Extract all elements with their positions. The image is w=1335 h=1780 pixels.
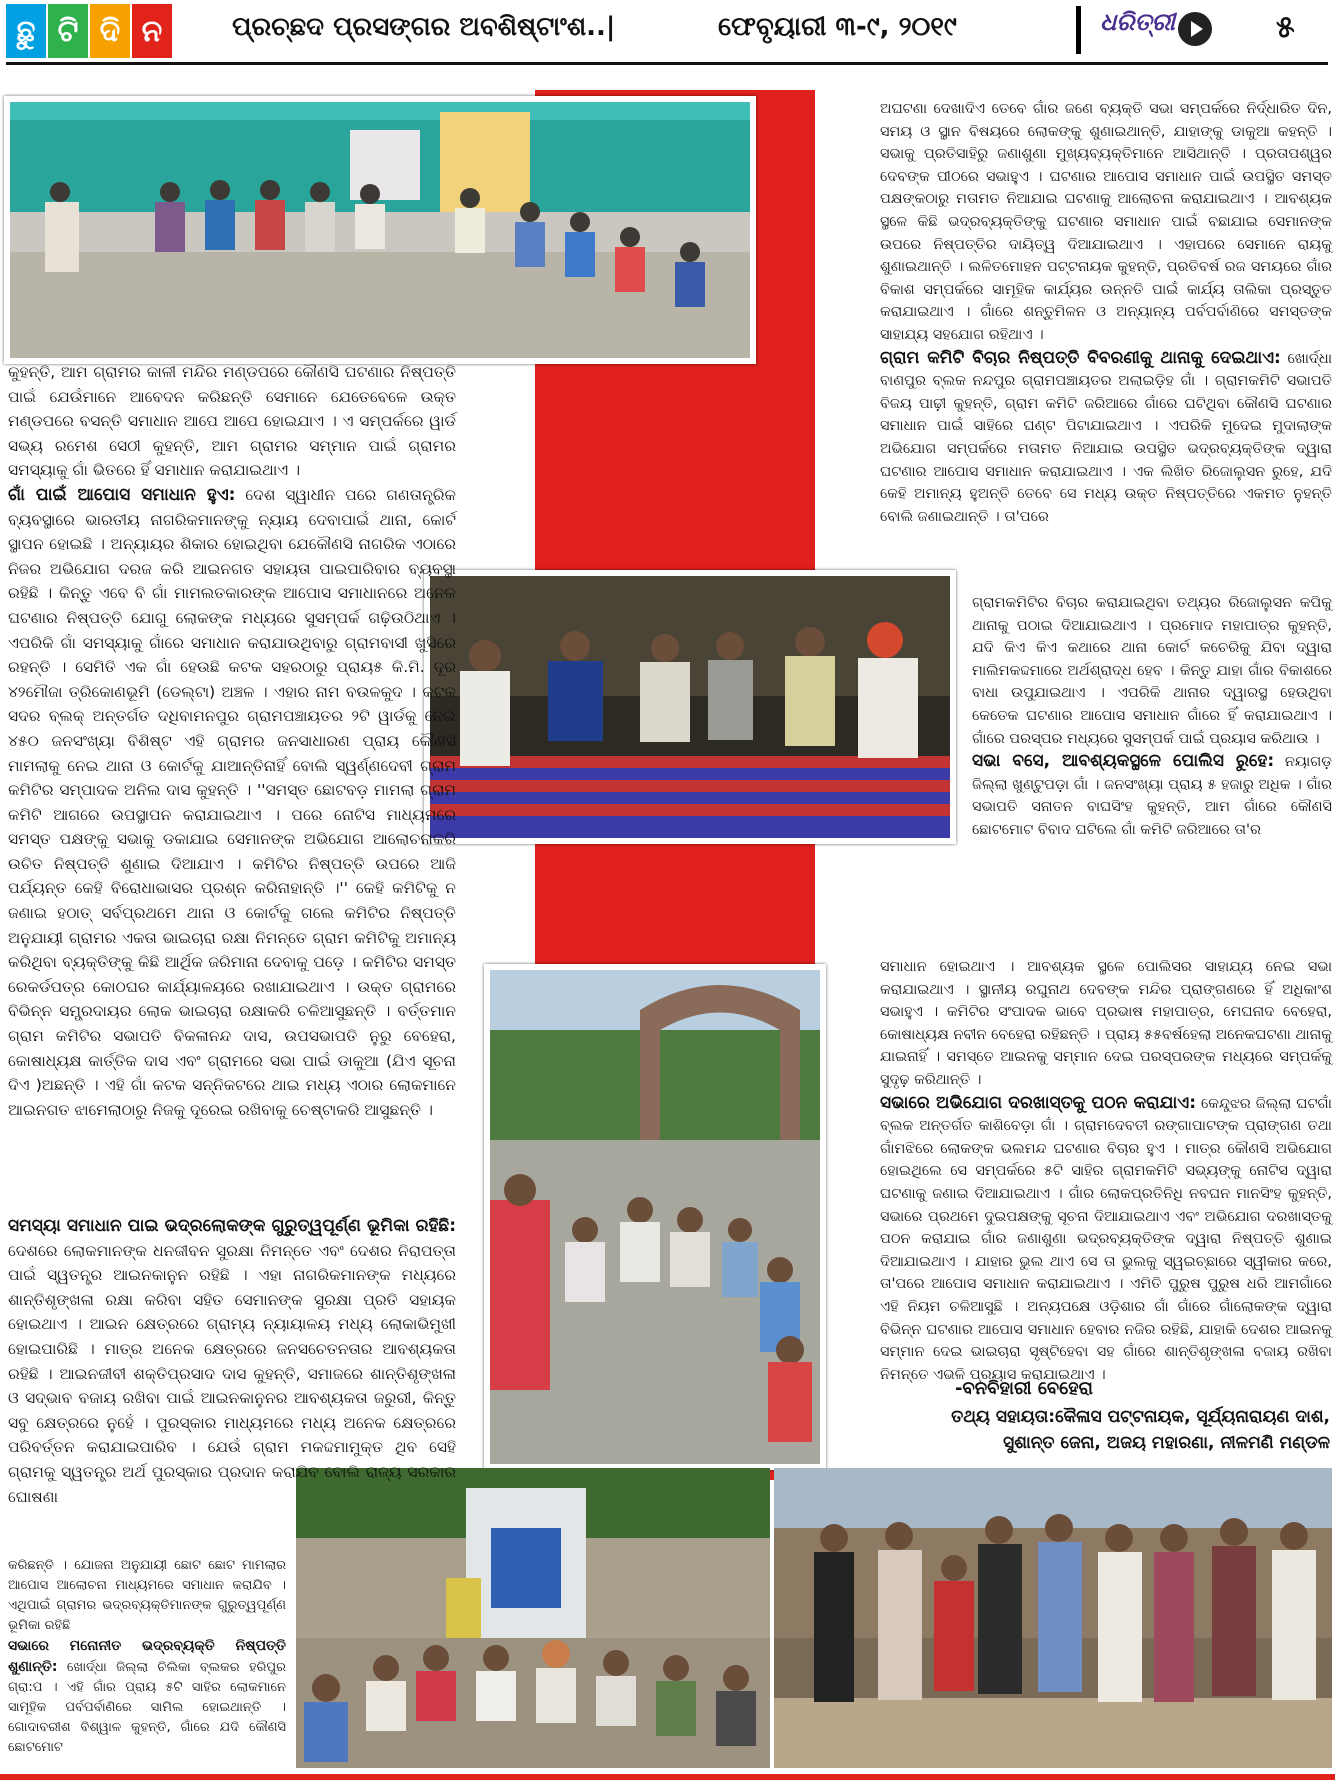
article-paragraph: କରିଛନ୍ତି । ଯୋଜନା ଅନୁଯାୟୀ ଛୋଟ ଛୋଟ ମାମଲାର ଆପୋସ ଆଲୋଚନା ମାଧ୍ୟମରେ ସମାଧାନ କରାଯିବ । ଏଥିପାଇଁ ଗ୍ରାମର ଭଦ୍ରବ୍ୟକ୍ତିମାନଙ୍କ ଗୁରୁତ୍ୱପୂର୍ଣ୍ଣ ଭୂମିକା ରହିଛି <box>8 1558 286 1633</box>
article-paragraph <box>8 483 456 1122</box>
subheading: ସଭାରେ ଅଭିଯୋଗ ଦରଖାସ୍ତକୁ ପଠନ କରାଯାଏ: <box>880 1092 1197 1113</box>
article-paragraph: କୁହନ୍ତି, ଆମ ଗ୍ରାମର କାଳୀ ମନ୍ଦିର ମଣ୍ଡପରେ କୌଣସି ଘଟଣାର ନିଷ୍ପତ୍ତି ପାଇଁ ଯେଉଁମାନେ ଆବେଦନ କରିଛନ୍ତି ସେମାନେ ଯେତେବେଳେ ଉକ୍ତ ମଣ୍ଡପରେ ବସନ୍ତି ସମାଧାନ ଆପେ ଆପେ ହୋଇଯାଏ । ଏ ସମ୍ପର୍କରେ ୱାର୍ଡ ସଭ୍ୟ ରମେଶ ସେଠୀ କୁହନ୍ତି, ଆମ ଗ୍ରାମର ସମ୍ମାନ ପାଇଁ ଗ୍ରାମର ସମସ୍ୟାକୁ ଗାଁ ଭିତରେ ହିଁ ସମାଧାନ କରାଯାଇଥାଏ । <box>8 363 456 480</box>
byline: -ବନବିହାରୀ ବେହେରା <box>955 1378 1093 1399</box>
article-paragraph <box>972 750 1332 841</box>
page-header <box>0 0 1335 64</box>
subheading: ସମସ୍ୟା ସମାଧାନ ପାଇ ଭଦ୍ରଲୋକଙ୍କ ଗୁରୁତ୍ୱପୂର୍ଣ୍ଣ ଭୂମିକା ରହିଛି: <box>8 1216 456 1236</box>
photo-village-meeting-circle <box>4 96 756 364</box>
brand-logo: ଧରିତ୍ରୀ <box>1100 8 1175 36</box>
article-paragraph <box>880 347 1332 529</box>
article-column-left-bottom <box>8 1556 286 1758</box>
logo-letter: ଛୁ <box>6 4 46 58</box>
paragraph-text: ଦେଶରେ ଲୋକମାନଙ୍କ ଧନଜୀବନ ସୁରକ୍ଷା ନିମନ୍ତେ ଏବଂ ଦେଶର ନିରାପତ୍ତା ପାଇଁ ସ୍ୱତନ୍ତ୍ର ଆଇନକାନୁନ ରହିଛି । ଏହା ନାଗରିକମାନଙ୍କ ମଧ୍ୟରେ ଶାନ୍ତିଶୃଙ୍ଖଳା ରକ୍ଷା କରିବା ସହିତ ସେମାନଙ୍କ ସୁରକ୍ଷା ପ୍ରତି ସହାୟକ ହୋଇଥାଏ । ଆଇନ କ୍ଷେତ୍ରରେ ଗ୍ରାମ୍ୟ ନ୍ୟାୟାଳୟ ମଧ୍ୟ ଲୋକାଭିମୁଖୀ ହୋଇପାରିଛି । ମାତ୍ର ଅନେକ କ୍ଷେତ୍ରରେ ଜନସଚେତନତାର ଆବଶ୍ୟକତା ରହିଛି । ଆଇନଜୀବୀ ଶକ୍ତିପ୍ରସାଦ ଦାସ କୁହନ୍ତି, ସମାଜରେ ଶାନ୍ତିଶୃଙ୍ଖଳା ଓ ସଦ୍ଭାବ ବଜାୟ ରଖିବା ପାଇଁ ଆଇନକାନୁନର ଆବଶ୍ୟକତା ଜରୁରୀ, କିନ୍ତୁ ସବୁ କ୍ଷେତ୍ରରେ ନୁହେଁ । ପୁରସ୍କାର ମାଧ୍ୟମରେ ମଧ୍ୟ ଅନେକ କ୍ଷେତ୍ରରେ ପରିବର୍ତ୍ତନ କରାଯାଇପାରିବ । ଯେଉଁ ଗ୍ରାମ ମକଦ୍ଦମାମୁକ୍ତ ଥିବ ସେହି ଗ୍ରାମକୁ ସ୍ୱତନ୍ତ୍ର ଅର୍ଥ ପୁରସ୍କାର ପ୍ରଦାନ କରାଯିବ ବୋଲି ରାଜ୍ୟ ସରକାର ଘୋଷଣା <box>8 1241 456 1506</box>
article-paragraph: ସମାଧାନ ହୋଇଥାଏ । ଆବଶ୍ୟକ ସ୍ଥଳେ ପୋଲିସର ସାହାଯ୍ୟ ନେଇ ସଭା କରାଯାଇଥାଏ । ସ୍ଥାନୀୟ ରଘୁନାଥ ଦେବଙ୍କ ମନ୍ଦିର ପ୍ରାଙ୍ଗଣରେ ହିଁ ଅଧିକାଂଶ ସଭାହୁଏ । କମିଟିର ସଂପାଦକ ଭାବେ ପ୍ରଭାଷ ମହାପାତ୍ର, ମେଘନାଦ ବେହେରା, କୋଷାଧ୍ୟକ୍ଷ ନବୀନ ବେହେରା ରହିଛନ୍ତି । ପ୍ରାୟ ୫୫ବର୍ଷହେଲା ଅନେକଘଟଣା ଥାନାକୁ ଯାଇନାହିଁ । ସମସ୍ତେ ଆଇନକୁ ସମ୍ମାନ ଦେଇ ପରସ୍ପରଙ୍କ ମଧ୍ୟରେ ସମ୍ପର୍କକୁ ସୁଦୃଢ଼ କରିଥାନ୍ତି । <box>880 959 1332 1088</box>
subheading: ସଭା ବସେ, ଆବଶ୍ୟକସ୍ଥଳେ ପୋଲିସ ରୁହେ: <box>972 751 1275 772</box>
article-column-left-upper <box>8 360 456 1122</box>
subheading: ଗାଁ ପାଇଁ ଆପୋସ ସମାଧାନ ହୁଏ: <box>8 484 236 505</box>
article-paragraph <box>8 1636 286 1758</box>
article-column-right-upper <box>880 98 1332 528</box>
logo-letter: ଦି <box>90 4 130 58</box>
paragraph-text: କେନ୍ଦୁଝର ଜିଲ୍ଲା ଘଟଗାଁ ବ୍ଲକ ଅନ୍ତର୍ଗତ କାଶିବେଡ଼ା ଗାଁ । ଗ୍ରାମଦେବତୀ ରଙ୍ଗାପାଟଙ୍କ ପ୍ରାଙ୍ଗଣ ତଥା ଗାଁମଝିରେ ଲୋକଙ୍କ ଭଲମନ୍ଦ ଘଟଣାର ବିଚାର ହୁଏ । ମାତ୍ର କୌଣସି ଅଭିଯୋଗ ହୋଇଥିଲେ ସେ ସମ୍ପର୍କରେ ୫ଟି ସାହିର ଗ୍ରାମକମିଟି ସଭ୍ୟଙ୍କୁ ନୋଟିସ ଦ୍ୱାରା ଘଟଣାକୁ ଜଣାଇ ଦିଆଯାଇଥାଏ । ଗାଁର ଲୋକପ୍ରତିନିଧି ନବଘନ ମାନସିଂହ କୁହନ୍ତି, ସଭାରେ ପ୍ରଥମେ ଦୁଇପକ୍ଷଙ୍କୁ ସୂଚନା ଦିଆଯାଇଥାଏ ଏବଂ ଅଭିଯୋଗ ଦରଖାସ୍ତକୁ ପଠନ କରାଯାଇ ଗାଁର ଜଣାଶୁଣା ଭଦ୍ରବ୍ୟକ୍ତିଙ୍କ ଦ୍ୱାରା ନିଷ୍ପତ୍ତି ଶୁଣାଇ ଦିଆଯାଇଥାଏ । ଯାହାର ଭୁଲ ଥାଏ ସେ ତା ଭୁଲକୁ ସ୍ୱଇଚ୍ଛାରେ ସ୍ୱୀକାର କରେ, ତା'ପରେ ଆପୋସ ସମାଧାନ କରାଯାଇଥାଏ । ଏମିତି ପୁରୁଷ ପୁରୁଷ ଧରି ଆମଗାଁରେ ଏହି ନିୟମ ଚଳିଆସୁଛି । ଅନ୍ୟପକ୍ଷେ ଓଡ଼ିଶାର ଗାଁ ଗାଁରେ ଗାଁଲୋକଙ୍କ ଦ୍ୱାରା ବିଭିନ୍ନ ଘଟଣାର ଆପୋସ ସମାଧାନ ହେବାର ନଜିର ରହିଛି, ଯାହାକି ଦେଶର ଆଇନକୁ ସମ୍ମାନ ଦେଇ ଭାଇଚାରା ସୃଷ୍ଟିହେବା ସହ ଗାଁରେ ଶାନ୍ତିଶୃଙ୍ଖଳା ବଜାୟ ରଖିବା ନିମନ୍ତେ ଏଭଳି ପ୍ରୟାସ କରାଯାଇଥାଏ । <box>880 1095 1332 1383</box>
section-logo <box>6 4 172 58</box>
header-rule <box>6 62 1328 65</box>
paragraph-text: ଖୋର୍ଦ୍ଧା ଜିଲ୍ଲା ଚିଲିକା ବ୍ଲକର ହରିପୁର ଗ୍ରା:ପ । ଏହି ଗାଁର ପ୍ରାୟ ୫ଟି ସାହିର ଲୋକମାନେ ସାମୂହିକ ପର୍ବପର୍ବାଣିରେ ସାମିଲ ହୋଇଥାନ୍ତି । ଗୋଦାବରୀଶ ବିଶ୍ୱାଳ କୁହନ୍ତି, ଗାଁରେ ଯଦି କୌଣସି ଛୋଟମୋଟ <box>8 1660 286 1755</box>
paragraph-text: ଦେଶ ସ୍ୱାଧୀନ ପରେ ଗଣତାନ୍ତ୍ରିକ ବ୍ୟବସ୍ଥାରେ ଭାରତୀୟ ନାଗରିକମାନଙ୍କୁ ନ୍ୟାୟ ଦେବାପାଇଁ ଥାନା, କୋର୍ଟ ସ୍ଥାପନ ହୋଇଛି । ଅନ୍ୟାୟର ଶିକାର ହୋଇଥିବା ଯେକୌଣସି ନାଗରିକ ଏଠାରେ ନିଜର ଅଭିଯୋଗ ଦରଜ କରି ଆଇନଗତ ସହାୟତା ପାଇପାରିବାର ବ୍ୟବସ୍ଥା ରହିଛି । କିନ୍ତୁ ଏବେ ବି ଗାଁ ମାମଲତକାରଙ୍କ ଆପୋସ ସମାଧାନରେ ଅନେକ ଘଟଣାର ନିଷ୍ପତ୍ତି ଯୋଗୁ ଲୋକଙ୍କ ମଧ୍ୟରେ ସୁସମ୍ପର୍କ ଗଢ଼ିଉଠିଥାଏ । ଏପରିକି ଗାଁ ସମସ୍ୟାକୁ ଗାଁରେ ସମାଧାନ କରାଯାଉଥିବାରୁ ଗ୍ରାମବାସୀ ଖୁସିରେ ରହନ୍ତି । ସେମିତି ଏକ ଗାଁ ହେଉଛି କଟକ ସହରଠାରୁ ପ୍ରାୟ୫ କି.ମି. ଦୂର ୪୨ମୌଜା ତ୍ରିକୋଣଭୂମି (ଡେଲ୍ଟା) ଅଞ୍ଚଳ । ଏହାର ନାମ ବଉଳକୁଦ । କଟକ ସଦର ବ୍ଲକ୍ ଅନ୍ତର୍ଗତ ଦଧିବାମନପୁର ଗ୍ରାମପଞ୍ଚାୟତର ୨ଟି ୱାର୍ଡକୁ ନେଇ ୪୫୦ ଜନସଂଖ୍ୟା ବିଶିଷ୍ଟ ଏହି ଗ୍ରାମର ଜନସାଧାରଣ ପ୍ରାୟ କୌଣସି ମାମଲାକୁ ନେଇ ଥାନା ଓ କୋର୍ଟକୁ ଯାଆନ୍ତିନାହିଁ ବୋଲି ସ୍ୱର୍ଣ୍ଣଦେବୀ ଗ୍ରାମ କମିଟିର ସମ୍ପାଦକ ଅନିଲ ଦାସ କୁହନ୍ତି । ''ସମସ୍ତ ଛୋଟବଡ଼ ମାମଲା ଗ୍ରାମ କମିଟି ଆଗରେ ଉପସ୍ଥାପନ କରାଯାଇଥାଏ । ପରେ ନୋଟିସ ମାଧ୍ୟମରେ ସମସ୍ତ ପକ୍ଷଙ୍କୁ ସଭାକୁ ଡକାଯାଇ ସେମାନଙ୍କ ଅଭିଯୋଗ ଆଲୋଚନାକରି ଉଚିତ ନିଷ୍ପତ୍ତି ଶୁଣାଇ ଦିଆଯାଏ । କମିଟିର ନିଷ୍ପତ୍ତି ଉପରେ ଆଜି ପର୍ଯ୍ୟନ୍ତ କେହି ବିରୋଧାଭାସର ପ୍ରଶ୍ନ କରିନାହାନ୍ତି ।'' କେହି କମିଟିକୁ ନ ଜଣାଇ ହଠାତ୍ ସର୍ବପ୍ରଥମେ ଥାନା ଓ କୋର୍ଟକୁ ଗଲେ କମିଟିର ନିଷ୍ପତ୍ତି ଅନୁଯାୟୀ ଗ୍ରାମର ଏକତା ଭାଇଚାରା ରକ୍ଷା ନିମନ୍ତେ ଗ୍ରାମ କମିଟିକୁ ଅମାନ୍ୟ କରିଥିବା ବ୍ୟକ୍ତିଙ୍କୁ କିଛି ଆର୍ଥିକ ଜରିମାନା ଦେବାକୁ ପଡ଼େ । କମିଟିର ସମସ୍ତ ରେକର୍ଡପତ୍ର କୋଠଘର କାର୍ଯ୍ୟାଳୟରେ ରଖାଯାଇଥାଏ । ଉକ୍ତ ଗ୍ରାମରେ ବିଭିନ୍ନ ସମ୍ପ୍ରଦାୟର ଲୋକ ଭାଇଚାରା ରକ୍ଷାକରି ଚଳିଆସୁଛନ୍ତି । ବର୍ତ୍ତମାନ ଗ୍ରାମ କମିଟିର ସଭାପତି ବିକଳାନନ୍ଦ ଦାସ, ଉପସଭାପତି ନୁରୁ ବେହେରା, କୋଷାଧ୍ୟକ୍ଷ କାର୍ତ୍ତିକ ଦାସ ଏବଂ ଗ୍ରାମରେ ସଭା ପାଇଁ ଡାକୁଆ (ଯିଏ ସୂଚନା ଦିଏ )ଅଛନ୍ତି । ଏହି ଗାଁ କଟକ ସନ୍ନିକଟରେ ଥାଇ ମଧ୍ୟ ଏଠାର ଲୋକମାନେ ଆଇନଗତ ଝାମେଲାଠାରୁ ନିଜକୁ ଦୂରେଇ ରଖିବାକୁ ଚେଷ୍ଟାକରି ଆସୁଛନ୍ତି । <box>8 485 456 1119</box>
article-column-right-middle <box>972 592 1332 842</box>
logo-letter: ଟି <box>48 4 88 58</box>
header-divider <box>1076 6 1081 54</box>
photo-night-meeting <box>424 570 956 844</box>
article-paragraph: ଗ୍ରାମକମିଟିର ବିଚାର କରାଯାଇଥିବା ତଥ୍ୟର ରିଜୋଲୁସନ କପିକୁ ଥାନାକୁ ପଠାଇ ଦିଆଯାଇଥାଏ । ପ୍ରମୋଦ ମହାପାତ୍ର କୁହନ୍ତି, ଯଦି କିଏ କିଏ କଥାରେ ଥାନା କୋର୍ଟ କଚେରିକୁ ଯିବା ଦ୍ୱାରା ମାଲିମକଦ୍ଦମାରେ ଅର୍ଥଶ୍ରାଦ୍ଧ ହେବ । କିନ୍ତୁ ଯାହା ଗାଁର ବିକାଶରେ ବାଧା ଉପୁଯାଇଥାଏ । ଏପରିକି ଥାନାର ଦ୍ୱାରସ୍ଥ ହେଉଥିବା କେତେକ ଘଟଣାର ଆପୋସ ସମାଧାନ ଗାଁରେ ହିଁ କରାଯାଇଥାଏ । ଗାଁରେ ପରସ୍ପର ମଧ୍ୟରେ ସୁସମ୍ପର୍କ ପାଇଁ ପ୍ରୟାସ କରିଥାଉ । <box>972 595 1332 747</box>
subheading: ଗ୍ରାମ କମିଟି ବିଚାର ନିଷ୍ପତ୍ତି ବିବରଣୀକୁ ଥାନାକୁ ଦେଇଥାଏ: <box>880 347 1281 368</box>
paragraph-text: ଖୋର୍ଦ୍ଧା ବାଣପୁର ବ୍ଲକ ନନ୍ଦପୁର ଗ୍ରାମପଞ୍ଚାୟତର ଅଲାଇଡ଼ିହ ଗାଁ । ଗ୍ରାମକମିଟି ସଭାପତି ବିଜୟ ପାଢ଼ୀ କୁହନ୍ତି, ଗ୍ରାମ କମିଟି ଜରିଆରେ ଗାଁରେ ଘଟିଥିବା କୌଣସି ଘଟଣାର ସମାଧାନ ପାଇଁ ସାହିରେ ଘଣ୍ଟ ପିଟାଯାଇଥାଏ । ଏପରିକି ମୁଦେଇ ମୁଦାଲାଙ୍କ ଅଭିଯୋଗ ସମ୍ପର୍କରେ ମତାମତ ନିଆଯାଇ ଉପସ୍ଥିତ ଭଦ୍ରବ୍ୟକ୍ତିଙ୍କ ଦ୍ୱାରା ଘଟଣାର ଆପୋସ ସମାଧାନ କରାଯାଇଥାଏ । ଏକ ଲିଖିତ ରିଜୋଲୁସନ ରୁହେ, ଯଦି କେହି ଅମାନ୍ୟ ହୁଅନ୍ତି ତେବେ ସେ ମଧ୍ୟ ଉକ୍ତ ନିଷ୍ପତ୍ତିରେ ଏକମତ ନୁହନ୍ତି ବୋଲି ଜଣାଇଥାନ୍ତି । ତା'ପରେ <box>880 350 1333 525</box>
footer-rule <box>0 1774 1335 1780</box>
photo-shrine-group <box>296 1468 770 1768</box>
credits: ତଥ୍ୟ ସହାୟତା:କୈଳାସ ପଟ୍ଟନାୟକ, ସୂର୍ଯ୍ୟନାରାୟଣ ଦାଶ, ସୁଶାନ୍ତ ଜେନା, ଅଜୟ ମହାରଣା, ନୀଳମଣି ମଣ୍ଡଳ <box>951 1407 1330 1453</box>
subheading: ସଭାରେ ମନୋନୀତ ଭଦ୍ରବ୍ୟକ୍ତି ନିଷ୍ପତ୍ତି ଶୁଣାନ୍ତି: <box>8 1638 286 1675</box>
article-column-right-lower <box>880 956 1332 1386</box>
photo-arch-meeting <box>484 964 826 1470</box>
section-title: ପ୍ରଚ୍ଛଦ ପ୍ରସଙ୍ଗର ଅବଶିଷ୍ଟାଂଶ..| <box>232 12 616 42</box>
article-paragraph: ଅଘଟଣା ଦେଖାଦିଏ ତେବେ ଗାଁର ଜଣେ ବ୍ୟକ୍ତି ସଭା ସମ୍ପର୍କରେ ନିର୍ଦ୍ଧାରିତ ଦିନ, ସମୟ ଓ ସ୍ଥାନ ବିଷୟରେ ଲୋକଙ୍କୁ ଶୁଣାଇଥାନ୍ତି, ଯାହାଙ୍କୁ ଡାକୁଆ କହନ୍ତି । ସଭାକୁ ପ୍ରତିସାହିରୁ ଜଣାଶୁଣା ମୁଖ୍ୟବ୍ୟକ୍ତିମାନେ ଆସିଥାନ୍ତି । ପ୍ରତାପଶ୍ୱର ଦେବଙ୍କ ପୀଠରେ ସଭାହୁଏ । ଘଟଣାର ଆପୋସ ସମାଧାନ ପାଇଁ ଉପସ୍ଥିତ ସମସ୍ତ ପକ୍ଷଙ୍କଠାରୁ ମତାମତ ନିଆଯାଇ ଘଟଣାକୁ ଆଲୋଚନା କରାଯାଇଥାଏ । ଆବଶ୍ୟକ ସ୍ଥଳେ କିଛି ଭଦ୍ରବ୍ୟକ୍ତିଙ୍କୁ ଘଟଣାର ସମାଧାନ ପାଇଁ ବଛାଯାଇ ସେମାନଙ୍କ ଉପରେ ନିଷ୍ପତ୍ତିର ଦାୟିତ୍ୱ ଦିଆଯାଇଥାଏ । ଏହାପରେ ସେମାନେ ରାୟକୁ ଶୁଣାଇଥାନ୍ତି । ଲଳିତମୋହନ ପଟ୍ଟନାୟକ କୁହନ୍ତି, ପ୍ରତିବର୍ଷ ରଜ ସମୟରେ ଗାଁର ବିକାଶ ସମ୍ପର୍କରେ ସାମୂହିକ କାର୍ଯ୍ୟର ଉନ୍ନତି ପାଇଁ କାର୍ଯ୍ୟ ତାଲିକା ପ୍ରସ୍ତୁତ କରାଯାଇଥାଏ । ଗାଁରେ ଶନ୍ତୁମିଳନ ଓ ଅନ୍ୟାନ୍ୟ ପର୍ବପର୍ବାଣିରେ ସମସ୍ତଙ୍କ ସାହାଯ୍ୟ ସହଯୋଗ ରହିଥାଏ । <box>880 101 1332 343</box>
issue-date: ଫେବୃୟାରୀ ୩-୯, ୨୦୧୯ <box>718 12 957 42</box>
article-paragraph <box>8 1214 456 1509</box>
play-icon <box>1178 12 1212 46</box>
article-paragraph <box>880 1092 1332 1387</box>
photo-standing-group <box>774 1468 1332 1768</box>
page-number: ୫ <box>1276 10 1295 45</box>
paragraph-text: ନୟାଗଡ଼ ଜିଲ୍ଲା ଖୁଣ୍ଟୁପଡ଼ା ଗାଁ । ଜନସଂଖ୍ୟା ପ୍ରାୟ ୫ ହଜାରୁ ଅଧିକ । ଗାଁର ସଭାପତି ସନାତନ ବାଘସିଂହ କୁହନ୍ତି, ଆମ ଗାଁରେ କୌଣସି ଛୋଟମୋଟ ବିବାଦ ଘଟିଲେ ଗାଁ କମିଟି ଜରିଆରେ ତା'ର <box>972 754 1333 838</box>
article-column-left-lower <box>8 1214 456 1509</box>
logo-letter: ନ <box>132 4 172 58</box>
